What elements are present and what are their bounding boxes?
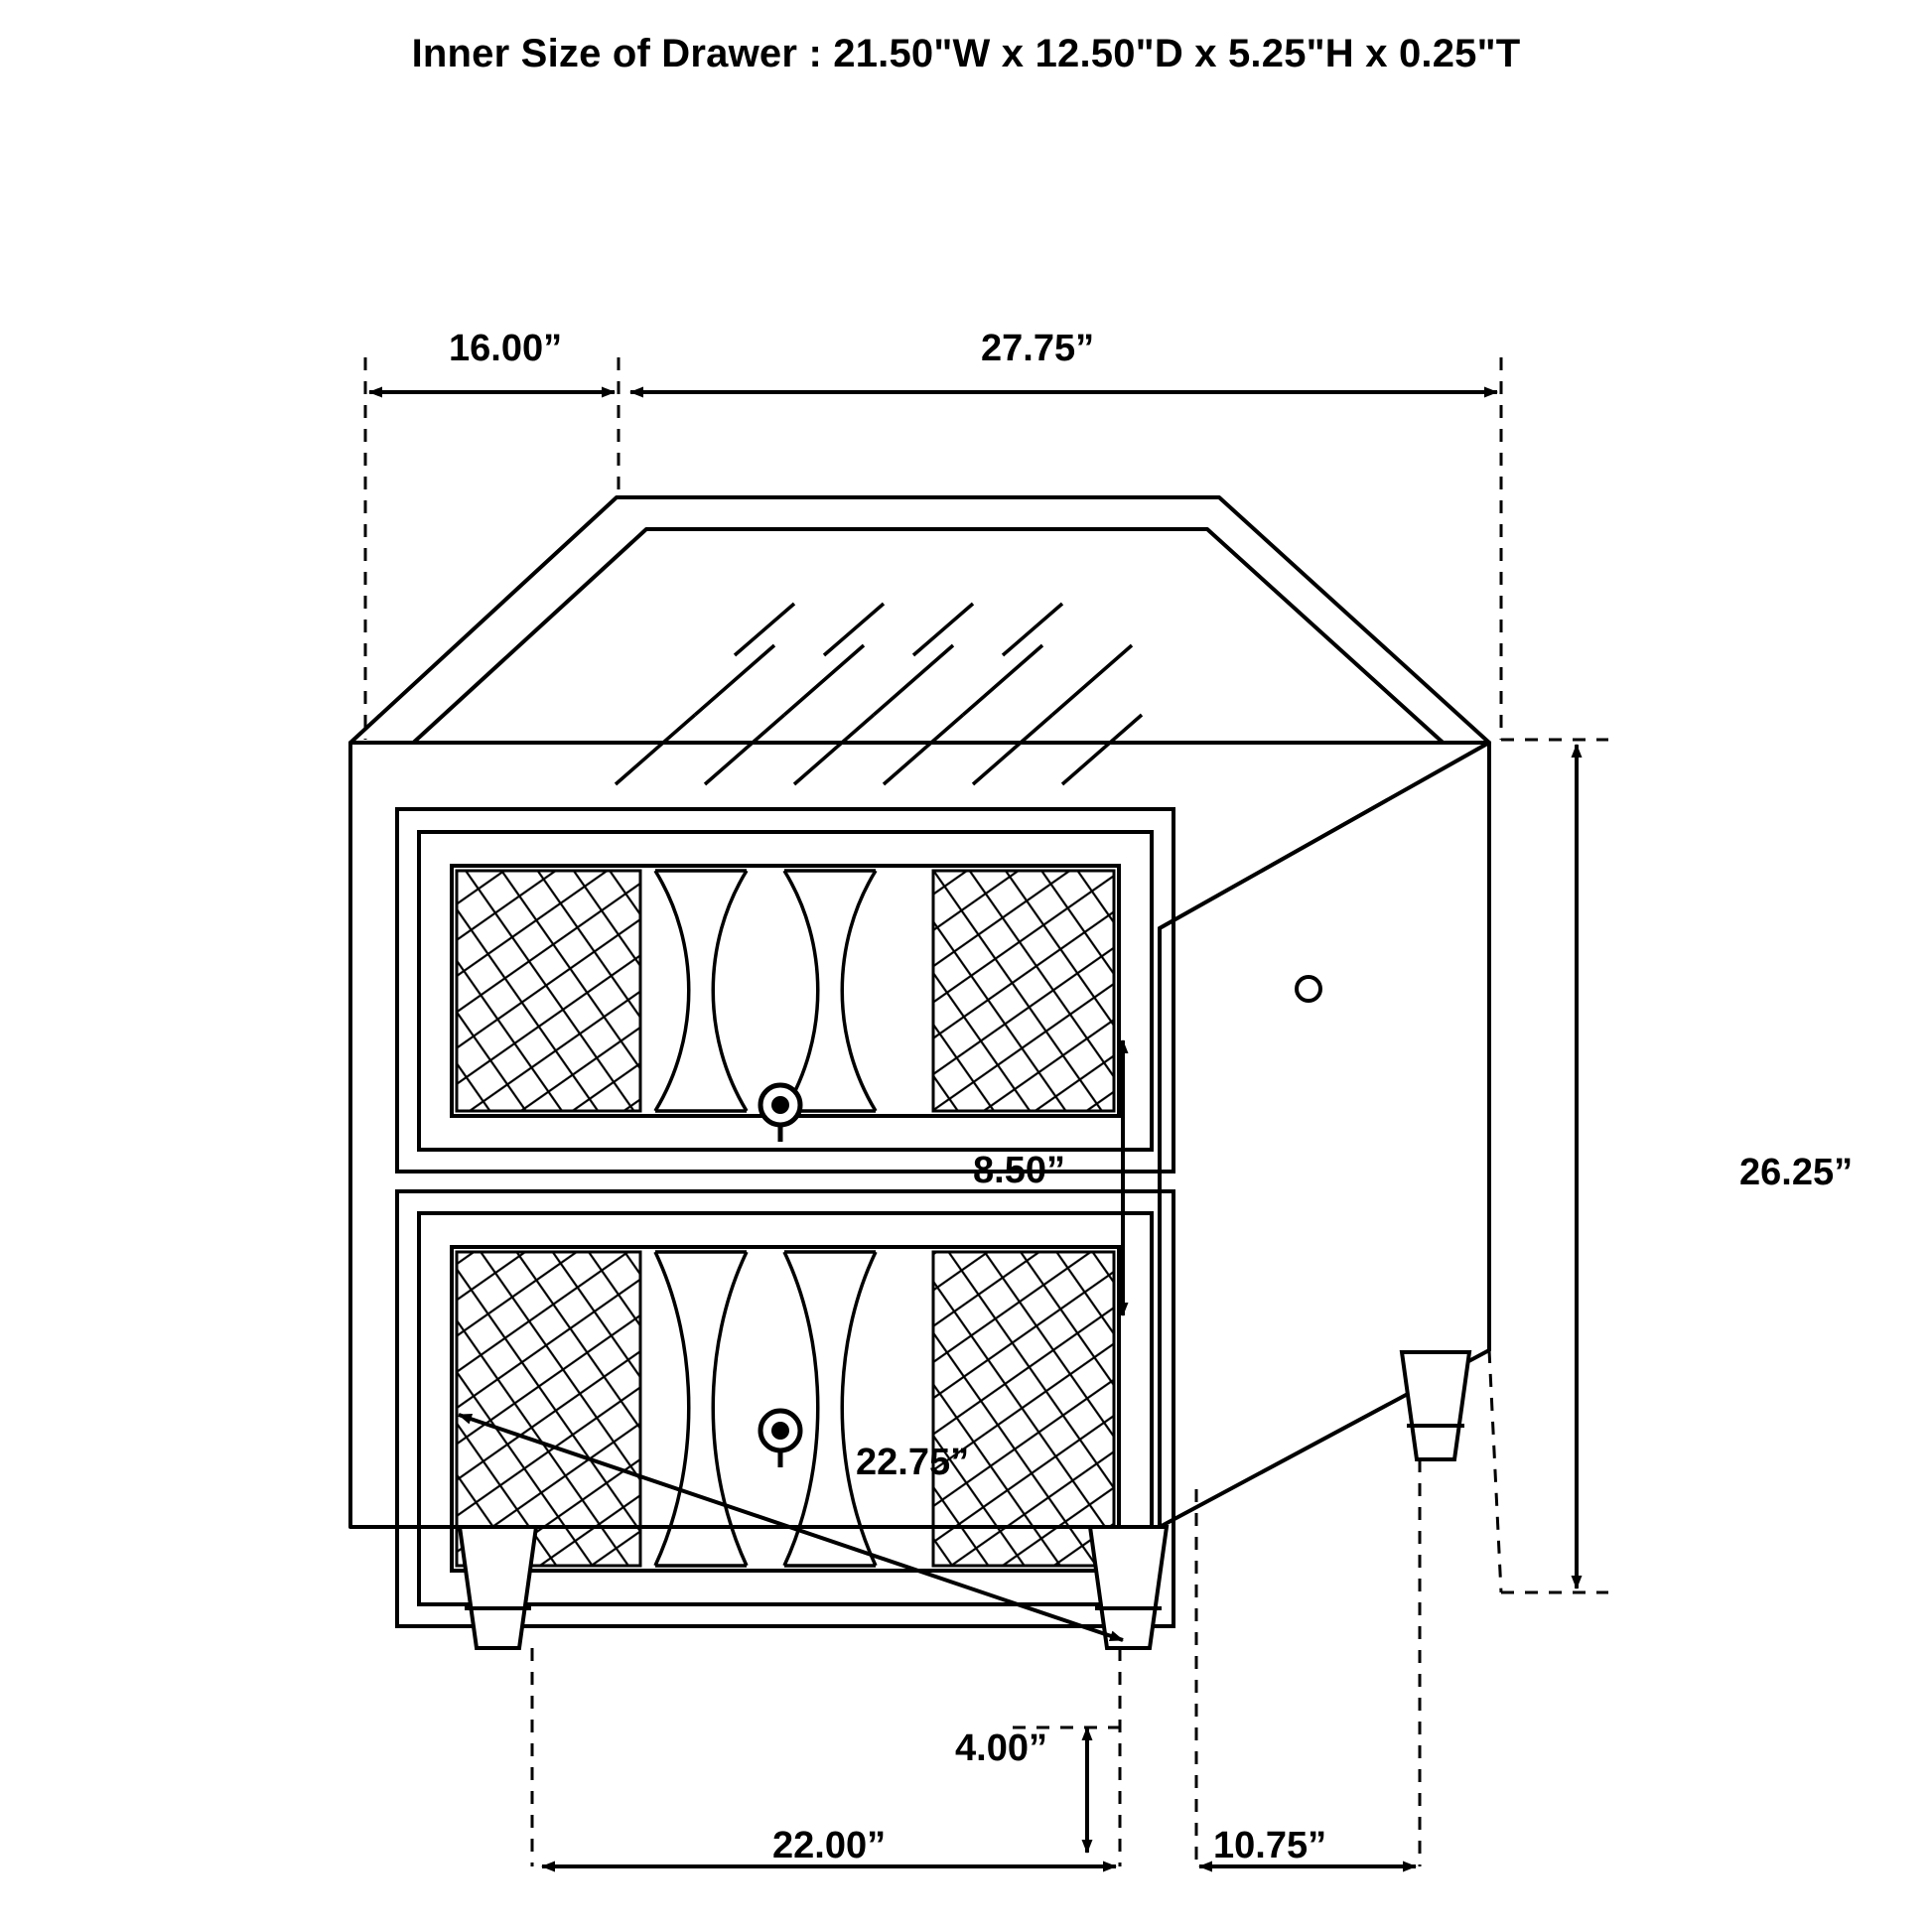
dim-top-left-depth: 16.00”	[449, 328, 563, 369]
screw-hole-icon	[1297, 977, 1320, 1001]
dim-drawer-width: 22.75”	[856, 1442, 970, 1483]
dim-leg-height: 4.00”	[955, 1727, 1047, 1769]
dim-bottom-front-width: 22.00”	[772, 1825, 887, 1866]
dim-drawer-height: 8.50”	[973, 1150, 1065, 1191]
dim-top-right-width: 27.75”	[981, 328, 1095, 369]
page-title: Inner Size of Drawer : 21.50"W x 12.50"D x 5.25"H x 0.25"T	[411, 32, 1521, 75]
dim-bottom-right-depth: 10.75”	[1213, 1825, 1327, 1866]
dim-right-height: 26.25”	[1739, 1152, 1854, 1193]
